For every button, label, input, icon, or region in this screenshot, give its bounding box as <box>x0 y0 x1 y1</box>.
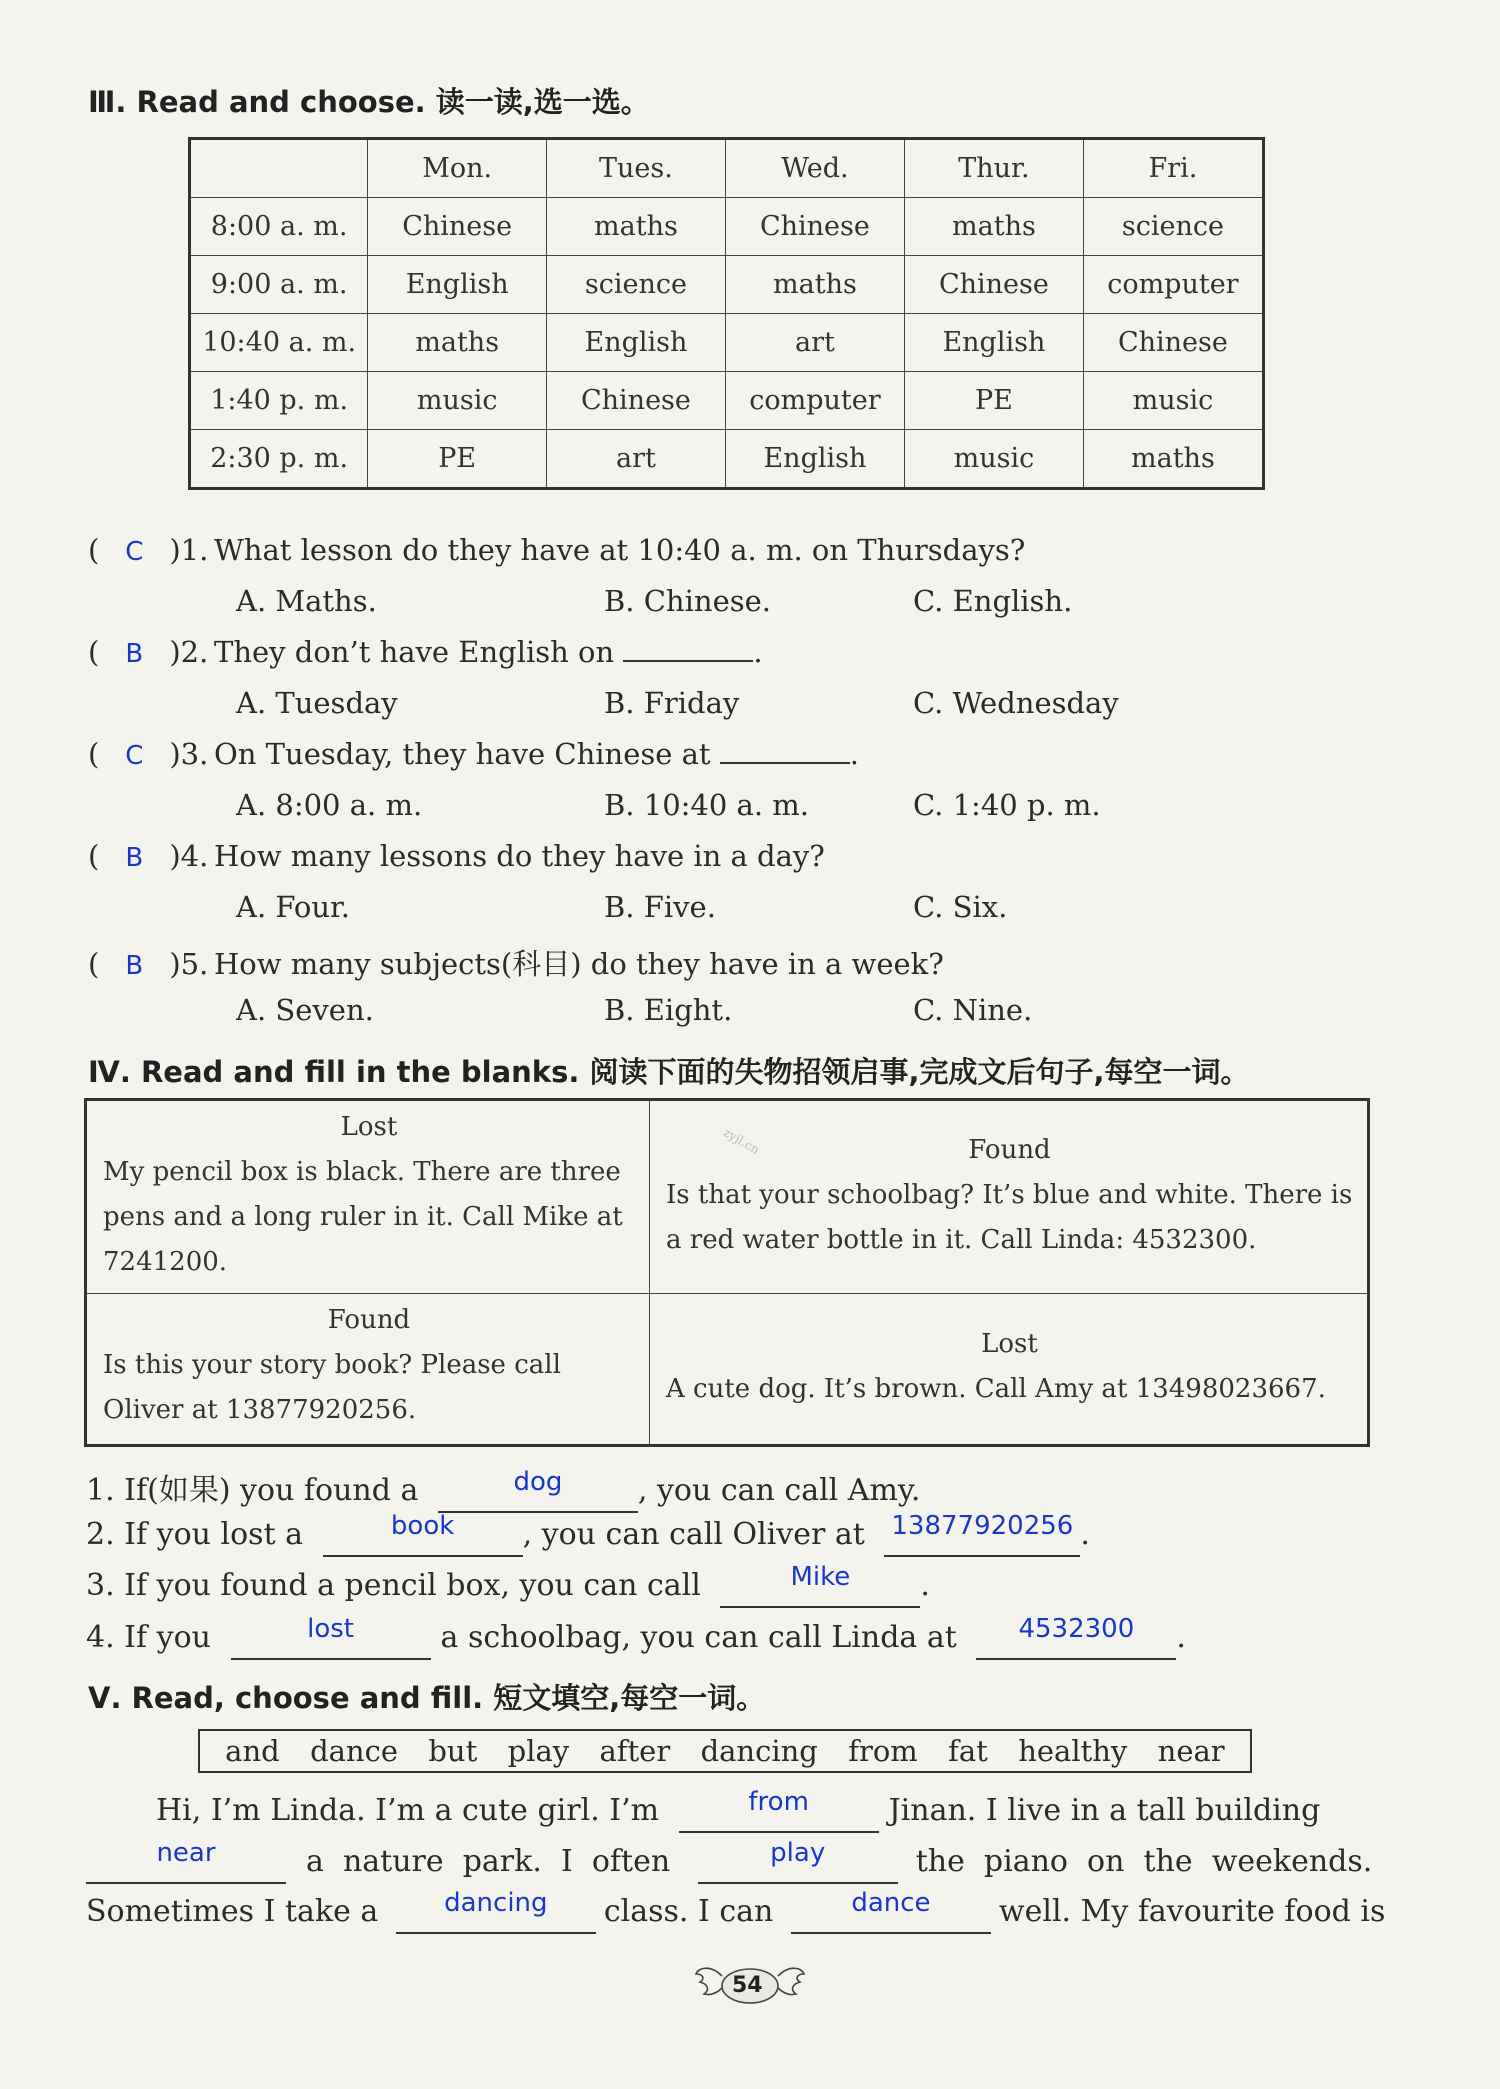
timetable-time-cell: 1:40 p. m. <box>190 372 368 430</box>
word-bank-item: dance <box>310 1734 398 1768</box>
option-b[interactable]: B. Chinese. <box>604 584 771 618</box>
notice-title: Found <box>327 1305 411 1335</box>
timetable-row <box>190 256 1264 314</box>
timetable-subject-cell: PE <box>905 372 1084 430</box>
question-text-end: . <box>849 737 860 771</box>
answer-blank[interactable] <box>86 1838 286 1884</box>
sentence-text: , you can call Oliver at <box>522 1517 865 1552</box>
answer-blank[interactable] <box>396 1888 596 1934</box>
timetable-subject-cell: maths <box>725 256 904 314</box>
notice-body: Is this your story book? Please call Oliver at 13877920256. <box>103 1350 561 1425</box>
timetable-time-cell: 2:30 p. m. <box>190 430 368 489</box>
answer-choice: B <box>125 951 144 981</box>
sentence-text: . <box>1176 1620 1186 1655</box>
question-text: How many subjects(科目) do they have in a week? <box>214 947 944 981</box>
timetable-subject-cell: maths <box>547 198 726 256</box>
option-a[interactable]: A. 8:00 a. m. <box>236 788 423 822</box>
fill-sentence-3 <box>86 1562 930 1608</box>
lost-found-table <box>84 1098 1370 1447</box>
timetable-subject-cell: English <box>905 314 1084 372</box>
answer-bracket[interactable]: ( C )3. <box>88 737 209 771</box>
timetable-row <box>190 314 1264 372</box>
answer-text: dog <box>513 1467 563 1497</box>
timetable-subject-cell: computer <box>725 372 904 430</box>
timetable-subject-cell: maths <box>905 198 1084 256</box>
notice-lost-pencil-box <box>86 1100 650 1294</box>
page-number-badge <box>692 1962 808 2010</box>
answer-choice: C <box>125 537 144 567</box>
timetable-subject-cell: art <box>547 430 726 489</box>
timetable-subject-cell: computer <box>1083 256 1263 314</box>
timetable-row <box>190 198 1264 256</box>
timetable-subject-cell: English <box>725 430 904 489</box>
passage-text: well. My favourite food is <box>998 1894 1386 1929</box>
question-number: )3. <box>169 737 209 771</box>
timetable-subject-cell: English <box>547 314 726 372</box>
word-bank-item: play <box>507 1734 570 1768</box>
notice-body: Is that your schoolbag? It’s blue and white. There is a red water bottle in it. Call Linda: 4532300. <box>666 1179 1353 1255</box>
answer-blank[interactable] <box>679 1787 879 1833</box>
option-b[interactable]: B. Friday <box>604 686 740 720</box>
fill-sentence-4 <box>86 1614 1186 1660</box>
answer-blank[interactable] <box>976 1614 1176 1660</box>
word-bank-item: dancing <box>700 1734 818 1768</box>
timetable-subject-cell: Chinese <box>547 372 726 430</box>
notice-lost-dog <box>650 1294 1369 1446</box>
timetable-header-cell: Wed. <box>725 139 904 198</box>
answer-choice: C <box>125 741 144 771</box>
word-bank-item: fat <box>948 1734 988 1768</box>
timetable-subject-cell: maths <box>368 314 547 372</box>
section-5-heading: Ⅴ. Read, choose and fill. 短文填空,每空一词。 <box>88 1681 766 1715</box>
question-2 <box>88 635 763 669</box>
answer-text: Mike <box>790 1562 851 1592</box>
word-bank-item: from <box>848 1734 918 1768</box>
passage-text: Jinan. I live in a tall building <box>888 1793 1321 1828</box>
passage-text: class. I can <box>603 1894 774 1929</box>
timetable-subject-cell: music <box>905 430 1084 489</box>
notice-title: Lost <box>981 1329 1038 1359</box>
option-b[interactable]: B. Eight. <box>604 993 733 1027</box>
word-bank-item: healthy <box>1018 1734 1128 1768</box>
answer-choice: B <box>125 639 144 669</box>
option-c[interactable]: C. English. <box>913 584 1073 618</box>
answer-text: 4532300 <box>1018 1614 1135 1644</box>
timetable-subject-cell: English <box>368 256 547 314</box>
fill-sentence-2 <box>86 1511 1090 1557</box>
timetable-header-cell: Mon. <box>368 139 547 198</box>
timetable-subject-cell: Chinese <box>1083 314 1263 372</box>
timetable-subject-cell: maths <box>1083 430 1263 489</box>
answer-bracket[interactable]: ( B )2. <box>88 635 209 669</box>
option-a[interactable]: A. Tuesday <box>236 686 398 720</box>
timetable-time-cell: 9:00 a. m. <box>190 256 368 314</box>
question-5 <box>88 942 944 983</box>
timetable-subject-cell: Chinese <box>905 256 1084 314</box>
word-bank <box>198 1729 1252 1773</box>
question-number: )4. <box>169 839 209 873</box>
option-c[interactable]: C. Wednesday <box>913 686 1119 720</box>
answer-blank[interactable] <box>791 1888 991 1934</box>
answer-text: lost <box>307 1614 354 1644</box>
option-b[interactable]: B. Five. <box>604 890 716 924</box>
timetable <box>188 137 1265 490</box>
passage-text: Sometimes I take a <box>86 1894 379 1929</box>
option-c[interactable]: C. Nine. <box>913 993 1033 1027</box>
answer-text: 13877920256 <box>891 1511 1074 1541</box>
question-text: They don’t have English on <box>214 635 615 669</box>
passage-text: a nature park. I often <box>306 1844 671 1879</box>
sentence-text: 4. If you <box>86 1620 211 1655</box>
option-a[interactable]: A. Four. <box>236 890 350 924</box>
timetable-subject-cell: Chinese <box>368 198 547 256</box>
answer-blank[interactable] <box>323 1511 523 1557</box>
timetable-row <box>190 372 1264 430</box>
watermark: zyjl.cn <box>721 1125 762 1157</box>
timetable-subject-cell: music <box>1083 372 1263 430</box>
option-b[interactable]: B. 10:40 a. m. <box>604 788 809 822</box>
question-number: )2. <box>169 635 209 669</box>
timetable-subject-cell: art <box>725 314 904 372</box>
timetable-subject-cell: science <box>547 256 726 314</box>
answer-text: play <box>770 1838 826 1868</box>
question-text: What lesson do they have at 10:40 a. m. on Thursdays? <box>214 533 1026 567</box>
answer-blank[interactable] <box>438 1467 638 1513</box>
passage-line-3 <box>86 1888 1386 1934</box>
passage-line-2 <box>86 1838 1373 1884</box>
notice-body: My pencil box is black. There are three pens and a long ruler in it. Call Mike at 7241200. <box>103 1157 623 1277</box>
answer-text: book <box>390 1511 455 1541</box>
answer-text: from <box>748 1787 809 1817</box>
timetable-time-cell: 10:40 a. m. <box>190 314 368 372</box>
section-4-heading: Ⅳ. Read and fill in the blanks. 阅读下面的失物招领启事,完成文后句子,每空一词。 <box>88 1055 1250 1089</box>
timetable-subject-cell: music <box>368 372 547 430</box>
timetable-time-cell: 8:00 a. m. <box>190 198 368 256</box>
word-bank-item: near <box>1157 1734 1225 1768</box>
fill-sentence-1 <box>86 1465 920 1513</box>
sentence-text: a schoolbag, you can call Linda at <box>440 1620 957 1655</box>
answer-bracket[interactable]: ( C )1. <box>88 533 209 567</box>
answer-bracket[interactable]: ( B )4. <box>88 839 209 873</box>
question-number: )1. <box>169 533 209 567</box>
timetable-header-cell: Fri. <box>1083 139 1263 198</box>
timetable-row <box>190 430 1264 489</box>
question-number: )5. <box>169 947 209 981</box>
question-1 <box>88 533 1025 567</box>
option-a[interactable]: A. Maths. <box>236 584 377 618</box>
sentence-text: . <box>920 1568 930 1603</box>
notice-found-schoolbag <box>650 1100 1369 1294</box>
section-3-heading: Ⅲ. Read and choose. 读一读,选一选。 <box>88 85 650 119</box>
option-a[interactable]: A. Seven. <box>236 993 374 1027</box>
answer-bracket[interactable]: ( B )5. <box>88 947 209 981</box>
timetable-subject-cell: PE <box>368 430 547 489</box>
word-bank-item: after <box>599 1734 671 1768</box>
sentence-text: 3. If you found a pencil box, you can call <box>86 1568 701 1603</box>
answer-choice: B <box>125 843 144 873</box>
answer-blank[interactable] <box>698 1838 898 1884</box>
notice-body: A cute dog. It’s brown. Call Amy at 13498023667. <box>666 1374 1326 1404</box>
timetable-header-cell: Thur. <box>905 139 1084 198</box>
passage-text: Hi, I’m Linda. I’m a cute girl. I’m <box>156 1793 660 1828</box>
question-blank[interactable] <box>720 738 850 764</box>
timetable-header-row <box>190 139 1264 198</box>
timetable-subject-cell: Chinese <box>725 198 904 256</box>
answer-text: dancing <box>444 1888 548 1918</box>
option-c[interactable]: C. 1:40 p. m. <box>913 788 1101 822</box>
word-bank-item: but <box>428 1734 478 1768</box>
answer-blank[interactable] <box>231 1614 431 1660</box>
notice-found-story-book <box>86 1294 650 1446</box>
sentence-text: 2. If you lost a <box>86 1517 304 1552</box>
timetable-header-cell: Tues. <box>547 139 726 198</box>
notice-title: Found <box>968 1134 1051 1165</box>
answer-blank[interactable] <box>884 1511 1080 1557</box>
timetable-header-cell <box>190 139 368 198</box>
question-3 <box>88 737 859 771</box>
question-4 <box>88 839 825 873</box>
sentence-text: 1. If(如果) you found a <box>86 1473 419 1508</box>
page-number: 54 <box>732 1973 763 1998</box>
passage-line-1 <box>156 1787 1321 1833</box>
option-c[interactable]: C. Six. <box>913 890 1008 924</box>
notice-title: Lost <box>340 1112 398 1142</box>
question-text: On Tuesday, they have Chinese at <box>214 737 711 771</box>
answer-blank[interactable] <box>720 1562 920 1608</box>
answer-text: dance <box>851 1888 931 1918</box>
question-text: How many lessons do they have in a day? <box>214 839 825 873</box>
question-text-end: . <box>753 635 763 669</box>
answer-text: near <box>156 1838 216 1868</box>
word-bank-item: and <box>225 1734 280 1768</box>
timetable-subject-cell: science <box>1083 198 1263 256</box>
sentence-text: . <box>1080 1517 1090 1552</box>
question-blank[interactable] <box>623 636 753 662</box>
passage-text: the piano on the weekends. <box>915 1844 1373 1879</box>
sentence-text: , you can call Amy. <box>637 1473 921 1508</box>
